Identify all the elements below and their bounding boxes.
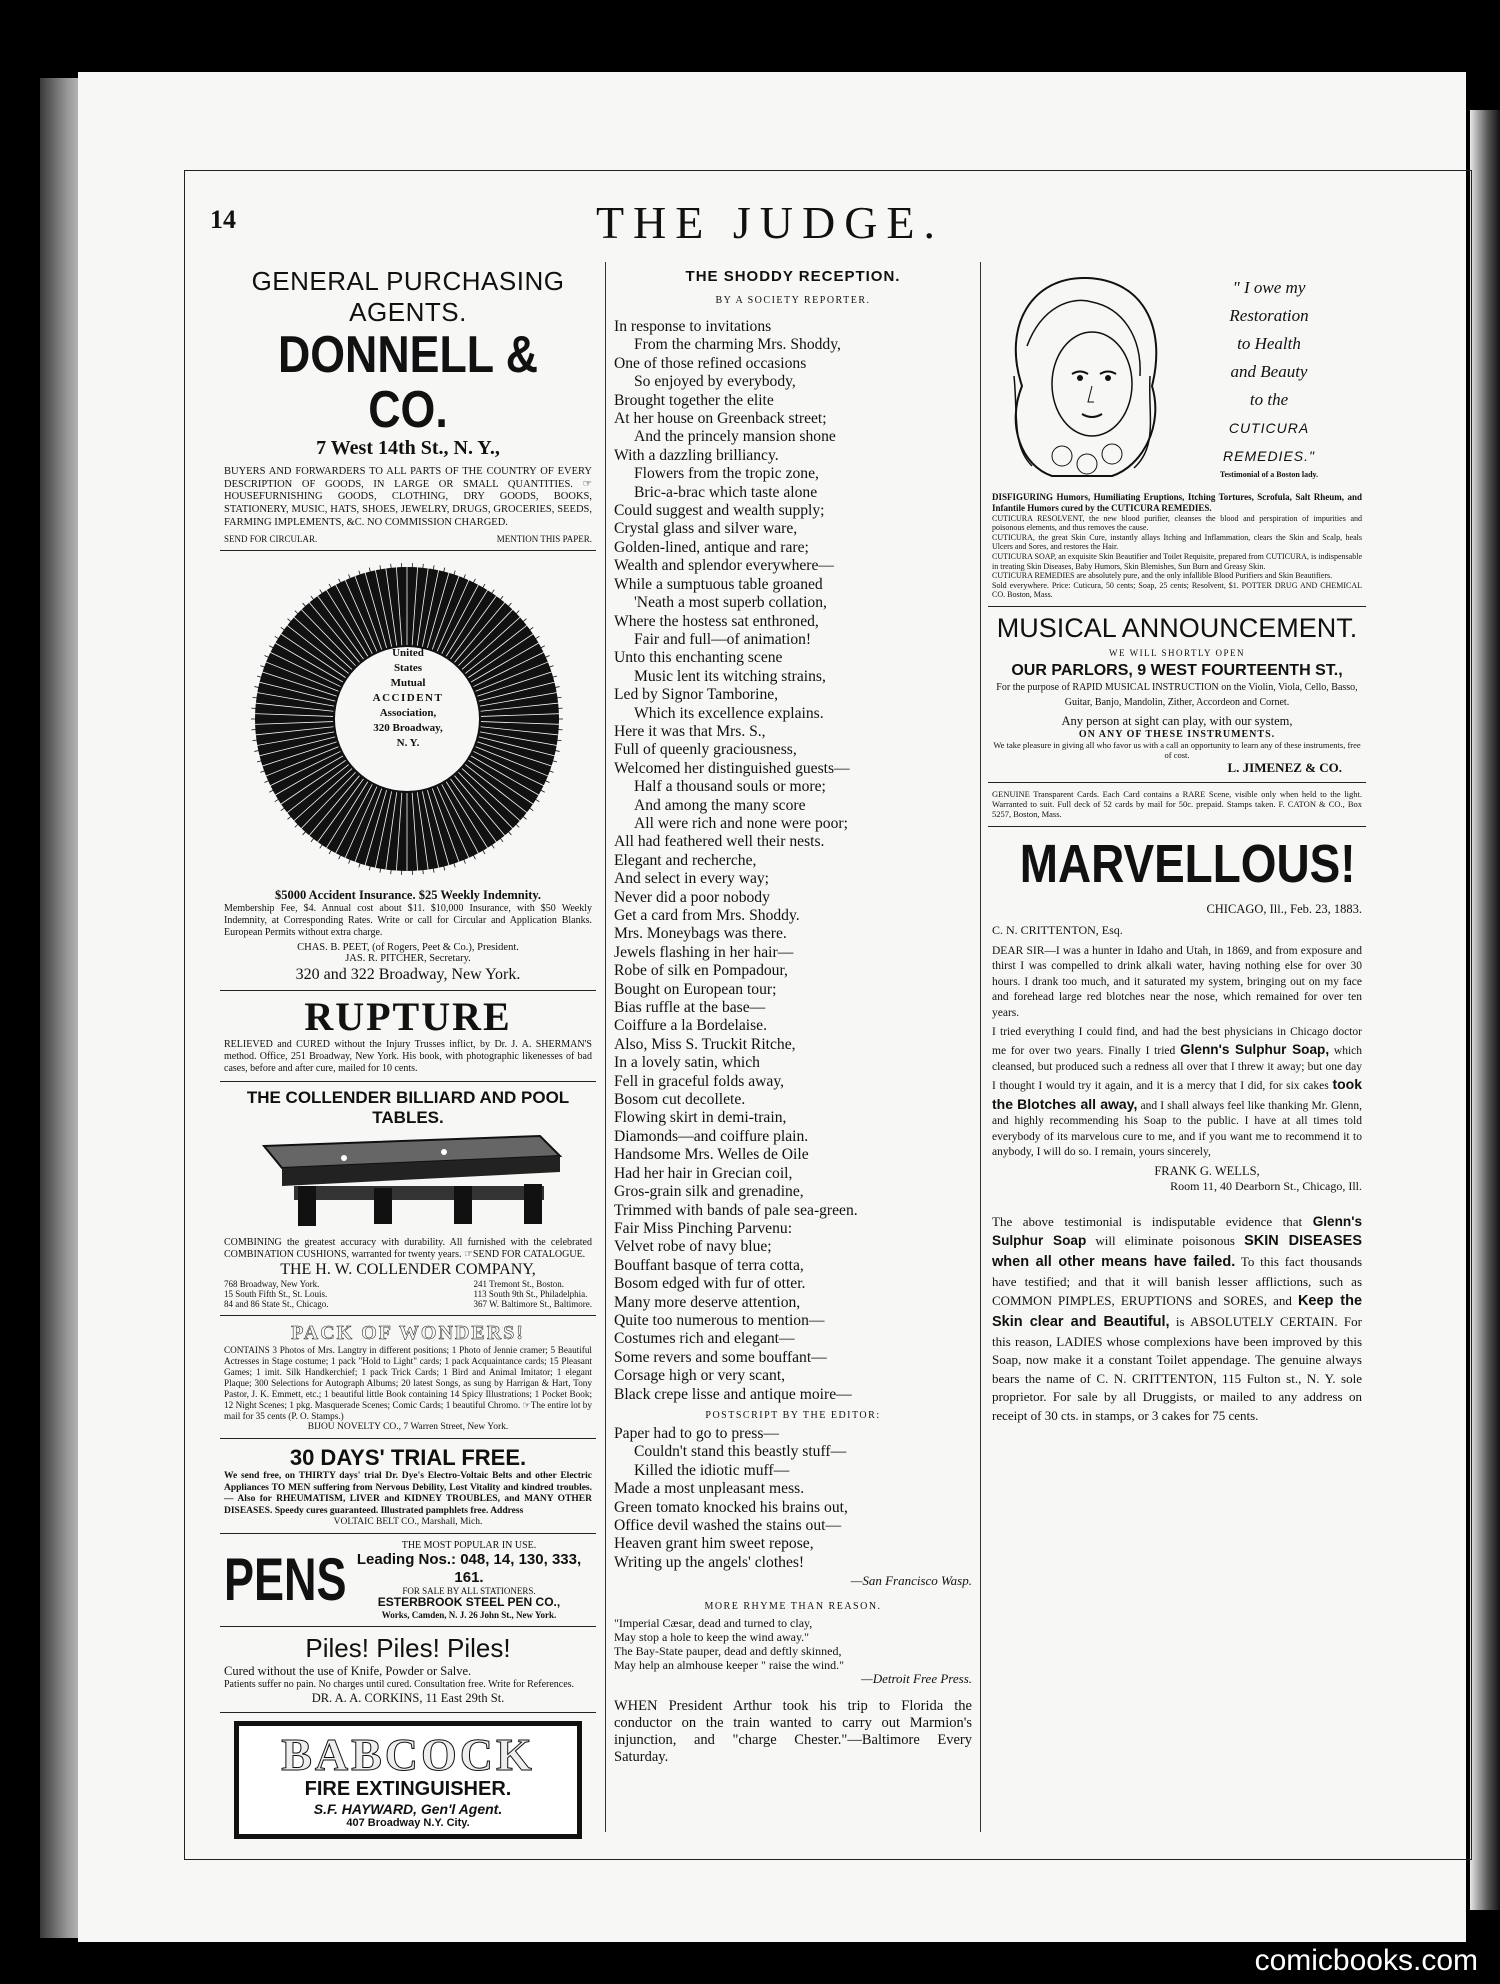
rupture-body: RELIEVED and CURED without the Injury Trusses inflict, by Dr. J. A. SHERMAN'S method. Office, 251 Broadway, New York. His book, with photographic likenesses of bad cases, before and after cure, mailed for 10 cents. xyxy=(224,1039,592,1075)
column-rule-1 xyxy=(605,262,606,1832)
musical-line-4: Any person at sight can play, with our system, xyxy=(1061,713,1293,728)
verse-line: Some revers and some bouffant— xyxy=(614,1348,827,1366)
babcock-name: BABCOCK xyxy=(281,1729,535,1781)
poem-byline: BY A SOCIETY REPORTER. xyxy=(715,295,871,306)
accident-officer-1: CHAS. B. PEET, (of Rogers, Peet & Co.), President. xyxy=(297,942,519,954)
verse-line: —San Francisco Wasp. xyxy=(850,1573,972,1589)
donnell-footer-right: MENTION THIS PAPER. xyxy=(496,534,592,545)
trial-footer: VOLTAIC BELT CO., Marshall, Mich. xyxy=(333,1516,483,1527)
collender-company: THE H. W. COLLENDER COMPANY, xyxy=(280,1261,536,1279)
ad-pack-of-wonders xyxy=(220,1316,596,1439)
musical-line-2: OUR PARLORS, 9 WEST FOURTEENTH ST., xyxy=(1011,661,1343,679)
collender-title: THE COLLENDER BILLIARD AND POOL TABLES. xyxy=(246,1088,570,1128)
masthead: THE JUDGE. xyxy=(595,197,945,248)
arthur-anecdote: WHEN President Arthur took his trip to Florida the conductor on the train wanted to carry out Marmion's injunction, and "charge Chester."—Baltimore Every Saturday. xyxy=(614,1697,972,1765)
ad-babcock xyxy=(220,1713,596,1839)
ad-rupture xyxy=(220,991,596,1082)
next-page-edge xyxy=(1470,110,1500,1910)
t-text: To this fact thousands have testified; and that it will banish lesser afflictions, such as COMMON PIMPLES, ERUPTIONS and SORES, and xyxy=(992,1253,1363,1309)
verse-line: Handsome Mrs. Welles de Oile xyxy=(614,1146,809,1164)
verse-line: All were rich and none were poor; xyxy=(634,814,848,832)
marvellous-sig-address: Room 11, 40 Dearborn St., Chicago, Ill. xyxy=(1170,1178,1362,1193)
verse-line: Golden-lined, antique and rare; xyxy=(614,538,809,556)
verse-line: Full of queenly graciousness, xyxy=(614,741,797,759)
verse-line: Gros-grain silk and grenadine, xyxy=(614,1183,804,1201)
cuticura-top xyxy=(992,266,1362,492)
accident-address: 320 and 322 Broadway, New York. xyxy=(295,966,521,984)
pens-line: Leading Nos.: 048, 14, 130, 333, 161. xyxy=(356,1551,582,1586)
marvellous-salutation: C. N. CRITTENTON, Esq. xyxy=(992,922,1123,937)
verse-line: Bouffant basque of terra cotta, xyxy=(614,1256,804,1274)
cuticura-testimonial: Testimonial of a Boston lady. xyxy=(1219,470,1319,479)
verse-line: At her house on Greenback street; xyxy=(614,410,827,428)
collender-body: COMBINING the greatest accuracy with durability. All furnished with the celebrated COMBINATION CUSHIONS, warranted for twenty years. ☞SEND FOR CATALOGUE. xyxy=(224,1237,592,1261)
t-text: The above testimonial is indisputable evidence that xyxy=(992,1213,1303,1229)
t-highlight: Keep the Skin clear and Beautiful, xyxy=(992,1293,1363,1330)
babcock-sub: FIRE EXTINGUISHER. xyxy=(304,1778,512,1801)
t-highlight: SKIN DISEASES when all other means have failed. xyxy=(992,1233,1363,1270)
marvellous-dateline: CHICAGO, Ill., Feb. 23, 1883. xyxy=(1206,901,1362,916)
quote-line: and Beauty xyxy=(1230,362,1308,381)
trial-title: 30 DAYS' TRIAL FREE. xyxy=(289,1445,527,1471)
column-3 xyxy=(988,262,1366,1840)
verse-line: Where the hostess sat enthroned, xyxy=(614,612,819,630)
verse-line: In a lovely satin, which xyxy=(614,1054,760,1072)
verse-line: Bric-a-brac which taste alone xyxy=(634,483,818,501)
p2-text: and I shall always feel like thanking Mr. Glenn, and highly recommending his Soap to the public. I have at all times told everybody of its marvelous cure to me, and if you want me to recommend it to anybody, I will do so. I remain, yours sincerely, xyxy=(992,1099,1362,1159)
seal-line: ACCIDENT xyxy=(372,692,444,705)
seal-line: Mutual xyxy=(390,677,426,690)
verse-line: And the princely mansion shone xyxy=(634,428,836,446)
verse-line: Flowers from the tropic zone, xyxy=(634,465,819,483)
verse-line: Wealth and splendor everywhere— xyxy=(614,557,835,575)
quote-line: " I owe my xyxy=(1232,278,1306,297)
ad-piles xyxy=(220,1627,596,1713)
poem-body xyxy=(614,318,972,1404)
seal-line: Association, xyxy=(379,707,437,720)
trial-body: We send free, on THIRTY days' trial Dr. Dye's Electro-Voltaic Belts and other Electric Appliances TO MEN suffering from Nervous Debility, Lost Vitality and kindred troubles.— Also for RHEUMATISM, LIVER and KIDNEY TROUBLES, and MANY OTHER DISEASES. Speedy cures guaranteed. Illustrated pamphlets free. Address xyxy=(224,1471,592,1516)
piles-line-2: Patients suffer no pain. No charges until cured. Consultation free. Write for References. xyxy=(224,1679,575,1691)
collender-address: 241 Tremont St., Boston. xyxy=(473,1279,565,1290)
verse-line: Here it was that Mrs. S., xyxy=(614,722,766,740)
p2-text: which cleansed, but produced such a redness all over that I threw it away; but one day I thought I would try it again, and it is a mercy that I did, for six cakes xyxy=(992,1044,1363,1093)
verse-line: Led by Signor Tamborine, xyxy=(614,686,779,704)
verse-line: Quite too numerous to mention— xyxy=(614,1311,825,1329)
ad-donnell xyxy=(220,262,596,551)
verse-line: Never did a poor nobody xyxy=(614,888,770,906)
genuine-body: GENUINE Transparent Cards. Each Card contains a RARE Scene, visible only when held to the light. Warranted to suit. Full deck of 52 cards by mail for 50c. prepaid. Stamps taken. F. CATON & CO., Box 5257, Boston, Mass. xyxy=(992,788,1362,820)
verse-line: Diamonds—and coiffure plain. xyxy=(614,1127,809,1145)
seal-line: 320 Broadway, xyxy=(373,722,443,735)
verse-line: Mrs. Moneybags was there. xyxy=(614,925,787,943)
piles-footer: DR. A. A. CORKINS, 11 East 29th St. xyxy=(311,1691,505,1706)
column-2 xyxy=(614,262,972,1840)
ad-esterbrook-pens xyxy=(220,1534,596,1627)
verse-line: Bias ruffle at the base— xyxy=(614,999,766,1017)
verse-line: From the charming Mrs. Shoddy, xyxy=(634,336,841,354)
accident-officer-2: JAS. R. PITCHER, Secretary. xyxy=(345,953,471,965)
verse-line: Half a thousand souls or more; xyxy=(634,778,826,796)
verse-line: Could suggest and wealth supply; xyxy=(614,502,825,520)
verse-line: The Bay-State pauper, dead and deftly skinned, xyxy=(614,1643,842,1658)
donnell-name: DONNELL & CO. xyxy=(277,326,539,439)
verse-line: Bosom cut decollete. xyxy=(614,1091,746,1109)
piles-title: Piles! Piles! Piles! xyxy=(305,1633,511,1664)
verse-line: Costumes rich and elegant— xyxy=(614,1330,795,1348)
rhyme-body xyxy=(614,1616,972,1686)
cuticura-p3: CUTICURA, the great Skin Cure, instantly allays Itching and Inflammation, clears the Skin and Scalp, heals Ulcers and Sores, and restores the Hair. xyxy=(992,532,1362,552)
collender-addresses xyxy=(224,1279,592,1309)
verse-line: With a dazzling brilliancy. xyxy=(614,446,779,464)
verse-line: 'Neath a most superb collation, xyxy=(634,594,827,612)
verse-line: Writing up the angels' clothes! xyxy=(614,1553,805,1571)
collender-address: 84 and 86 State St., Chicago. xyxy=(224,1299,329,1310)
woman-portrait-illustration xyxy=(992,266,1172,492)
cuticura-p5: CUTICURA REMEDIES are absolutely pure, and the only infallible Blood Purifiers and Skin Beautifiers. xyxy=(992,571,1333,581)
marvellous-p2 xyxy=(992,1025,1362,1160)
verse-line: May help an almhouse keeper " raise the wind." xyxy=(614,1657,845,1672)
verse-line: Office devil washed the stains out— xyxy=(614,1517,842,1534)
t-product: Glenn's Sulphur Soap xyxy=(992,1213,1362,1249)
collender-address: 113 South 9th St., Philadelphia. xyxy=(473,1289,588,1300)
verse-line: Heaven grant him sweet repose, xyxy=(614,1535,814,1553)
verse-line: Get a card from Mrs. Shoddy. xyxy=(614,907,800,924)
seal-line: States xyxy=(393,662,423,675)
pens-line: ESTERBROOK STEEL PEN CO., xyxy=(377,1595,561,1610)
t-text: will eliminate poisonous xyxy=(1095,1233,1235,1249)
verse-line: Crystal glass and silver ware, xyxy=(614,520,798,538)
page-number: 14 xyxy=(210,205,236,234)
verse-line: Velvet robe of navy blue; xyxy=(614,1238,772,1256)
pens-line: Works, Camden, N. J. 26 John St., New York. xyxy=(381,1610,557,1621)
musical-line-3: For the purpose of RAPID MUSICAL INSTRUCTION on the Violin, Viola, Cello, Basso, Guitar, Banjo, Mandolin, Zither, Accordeon and Cornet. xyxy=(996,681,1358,709)
rhyme-title: MORE RHYME THAN REASON. xyxy=(704,1600,882,1612)
pens-details xyxy=(346,1540,592,1620)
ad-musical-announcement xyxy=(988,607,1366,783)
accident-headline: $5000 Accident Insurance. $25 Weekly Indemnity. xyxy=(274,888,542,903)
ad-collender xyxy=(220,1082,596,1316)
seal-line: N. Y. xyxy=(396,737,420,750)
quote-line: REMEDIES." xyxy=(1223,448,1315,464)
pens-line: FOR SALE BY ALL STATIONERS. xyxy=(402,1585,536,1596)
verse-line: Music lent its witching strains, xyxy=(634,667,826,685)
wonders-body: CONTAINS 3 Photos of Mrs. Langtry in different positions; 1 Photo of Jennie cramer; 5 Beautiful Actresses in Stage costume; 1 pack "Hold to Light" cards; 1 pack Acquaintance cards; 15 Pleasant Games; 1 imit. Silk Handkerchief; 1 pack Trick Cards; 1 Bird and Animal Imitator; 1 elegant Plaque; 300 Selections for Autograph Albums; 20 latest Songs, as sung by Harrigan & Hart, Tony Pastor, J. K. Emmett, etc.; 1 beautiful little Book containing 14 Spicy Illustrations; 1 Pocket Book; 12 Night Scenes; 1 pkg. Masquerade Scenes; Comic Cards; 1 beautiful Chromo. ☞The entire lot by mail for 35 cents (P. O. Stamps.) xyxy=(224,1345,592,1422)
ad-accident-insurance xyxy=(220,551,596,991)
verse-line: Made a most unpleasant mess. xyxy=(614,1480,805,1498)
rupture-title: RUPTURE xyxy=(304,994,512,1040)
cuticura-quote xyxy=(1176,266,1362,492)
musical-line-5: ON ANY OF THESE INSTRUMENTS. xyxy=(1078,728,1276,740)
quote-line: Restoration xyxy=(1229,306,1309,325)
quote-line: to Health xyxy=(1237,334,1301,353)
verse-line: Coiffure a la Bordelaise. xyxy=(614,1017,767,1035)
p2-highlight: took the Blotches all away, xyxy=(992,1076,1363,1112)
pens-big: PENS xyxy=(224,1546,347,1614)
ad-cuticura xyxy=(988,262,1366,607)
verse-line: Fair Miss Pinching Parvenu: xyxy=(614,1219,793,1237)
verse-line: Couldn't stand this beastly stuff— xyxy=(634,1443,847,1461)
verse-line: Flowing skirt in demi-train, xyxy=(614,1109,787,1127)
collender-address: 768 Broadway, New York. xyxy=(224,1279,320,1290)
marvellous-testimonial xyxy=(992,1212,1362,1426)
verse-line: Many more deserve attention, xyxy=(614,1293,801,1311)
column-1 xyxy=(220,262,596,1840)
verse-line: Corsage high or very scant, xyxy=(614,1367,786,1385)
verse-line: Also, Miss S. Truckit Ritche, xyxy=(614,1035,796,1053)
seal-line: United xyxy=(392,647,424,660)
cuticura-p2: CUTICURA RESOLVENT, the new blood purifier, cleanses the blood and perspiration of impurities and poisonous elements, and thus removes the cause. xyxy=(992,513,1362,533)
verse-line: Black crepe lisse and antique moire— xyxy=(614,1385,852,1403)
seal-text xyxy=(224,646,592,806)
ad-marvellous xyxy=(988,827,1366,1434)
t-text: is ABSOLUTELY CERTAIN. For this reason, LADIES whose complexions have been improved by this Soap, now make it a constant Toilet appendage. The genuine always bears the name of C. N. CRITTENTON, 115 Fulton st., N. Y. sole proprietor. For sale by all Druggists, or mailed to any address on receipt of 30 cts. in stamps, or 3 cakes for 75 cents. xyxy=(992,1313,1362,1423)
verse-line: Which its excellence explains. xyxy=(634,704,824,722)
postscript-body xyxy=(614,1425,972,1591)
verse-line: Unto this enchanting scene xyxy=(614,649,783,667)
donnell-address: 7 West 14th St., N. Y., xyxy=(316,437,500,460)
musical-line-1: WE WILL SHORTLY OPEN xyxy=(1109,647,1245,658)
verse-line: "Imperial Cæsar, dead and turned to clay, xyxy=(614,1615,813,1630)
cuticura-p4: CUTICURA SOAP, an exquisite Skin Beautifier and Toilet Requisite, prepared from CUTICURA, is indispensable in treating Skin Diseases, Baby Humors, Skin Blemishes, Sun Burn and Greasy Skin. xyxy=(992,551,1362,571)
collender-address: 15 South Fifth St., St. Louis. xyxy=(224,1289,328,1300)
watermark: comicbooks.com xyxy=(1254,1944,1478,1977)
pens-line: THE MOST POPULAR IN USE. xyxy=(401,1539,537,1551)
verse-line: May stop a hole to keep the wind away." xyxy=(614,1629,810,1644)
musical-title: MUSICAL ANNOUNCEMENT. xyxy=(996,612,1358,643)
verse-line: So enjoyed by everybody, xyxy=(634,373,796,391)
verse-line: Bosom edged with fur of otter. xyxy=(614,1275,806,1293)
billiard-table-illustration xyxy=(224,1128,590,1232)
verse-line: Killed the idiotic muff— xyxy=(634,1461,790,1479)
marvellous-signature: FRANK G. WELLS, xyxy=(1154,1163,1260,1178)
collender-address: 367 W. Baltimore St., Baltimore. xyxy=(473,1299,592,1310)
babcock-frame xyxy=(234,1721,582,1839)
p2-product: Glenn's Sulphur Soap, xyxy=(1180,1041,1330,1057)
donnell-body: BUYERS AND FORWARDERS TO ALL PARTS OF THE COUNTRY OF EVERY DESCRIPTION OF GOODS, IN LARGE OR SMALL QUANTITIES. ☞HOUSEFURNISHING GOODS, CLOTHING, DRY GOODS, BOOKS, STATIONERY, MUSIC, HATS, SHOES, JEWELRY, DRUGS, GROCERIES, SEEDS, FARMING IMPLEMENTS, &C. NO COMMISSION CHARGED. xyxy=(224,466,592,528)
cuticura-p1: DISFIGURING Humors, Humiliating Eruptions, Itching Tortures, Scrofula, Salt Rheum, and Infantile Humors cured by the CUTICURA REMEDIES. xyxy=(992,492,1362,513)
verse-line: One of those refined occasions xyxy=(614,354,807,372)
verse-line: Elegant and recherche, xyxy=(614,851,757,869)
verse-line: Brought together the elite xyxy=(614,391,774,409)
verse-line: Bought on European tour; xyxy=(614,980,777,998)
donnell-heading: GENERAL PURCHASING AGENTS. xyxy=(251,266,565,327)
babcock-agent: S.F. HAYWARD, Gen'l Agent. xyxy=(313,1801,503,1818)
quote-line: CUTICURA xyxy=(1228,420,1310,436)
wonders-title: PACK OF WONDERS! xyxy=(291,1322,525,1345)
verse-line: Fell in graceful folds away, xyxy=(614,1072,785,1090)
verse-line: Robe of silk en Pompadour, xyxy=(614,962,788,980)
accident-body: Membership Fee, $4. Annual cost about $11. $10,000 Insurance, with $50 Weekly Indemnity, at Corresponding Rates. Write or call for Circular and Application Blanks. European Permits without extra charge. xyxy=(224,903,592,939)
verse-line: And select in every way; xyxy=(614,870,770,888)
verse-line: Green tomato knocked his brains out, xyxy=(614,1498,848,1516)
poem-title: THE SHODDY RECEPTION. xyxy=(685,268,901,285)
verse-line: And among the many score xyxy=(634,796,806,814)
verse-line: In response to invitations xyxy=(614,318,772,335)
verse-line: Welcomed her distinguished guests— xyxy=(614,759,850,777)
musical-footer: L. JIMENEZ & CO. xyxy=(1227,759,1342,775)
marvellous-p1: DEAR SIR—I was a hunter in Idaho and Utah, in 1869, and from exposure and thirst I was compelled to drink alkali water, having nothing else for over 30 hours. I drank too much, and it saturated my system, bringing out on my face and forehead large red blotches near the nose, which remained for over ten years. xyxy=(992,944,1362,1019)
babcock-address: 407 Broadway N.Y. City. xyxy=(346,1817,470,1830)
column-rule-2 xyxy=(980,262,981,1832)
p2-text: I tried everything I could find, and had the best physicians in Chicago doctor me for over two years. Finally I tried xyxy=(992,1026,1362,1057)
donnell-footer-left: SEND FOR CIRCULAR. xyxy=(224,534,318,545)
verse-line: Paper had to go to press— xyxy=(614,1424,780,1442)
verse-line: —Detroit Free Press. xyxy=(861,1670,972,1686)
verse-line: Had her hair in Grecian coil, xyxy=(614,1164,793,1182)
ad-30-days-trial xyxy=(220,1439,596,1534)
ad-genuine-cards xyxy=(988,783,1366,827)
wonders-footer: BIJOU NOVELTY CO., 7 Warren Street, New York. xyxy=(307,1422,509,1433)
verse-line: Jewels flashing in her hair— xyxy=(614,943,794,961)
verse-line: Fair and full—of animation! xyxy=(634,630,812,648)
verse-line: While a sumptuous table groaned xyxy=(614,575,823,593)
piles-line-1: Cured without the use of Knife, Powder or Salve. xyxy=(224,1664,472,1679)
quote-line: to the xyxy=(1249,390,1289,409)
cuticura-p6: Sold everywhere. Price: Cuticura, 50 cents; Soap, 25 cents; Resolvent, $1. POTTER DRUG AND CHEMICAL CO. Boston, Mass. xyxy=(992,580,1362,600)
verse-line: Trimmed with bands of pale sea-green. xyxy=(614,1201,858,1219)
musical-line-6: We take pleasure in giving all who favor us with a call an opportunity to learn any of these instruments, free of cost. xyxy=(993,739,1361,760)
verse-line: All had feathered well their nests. xyxy=(614,833,825,851)
marvellous-title: MARVELLOUS! xyxy=(1019,833,1356,894)
postscript-title: POSTSCRIPT BY THE EDITOR: xyxy=(705,1409,881,1421)
